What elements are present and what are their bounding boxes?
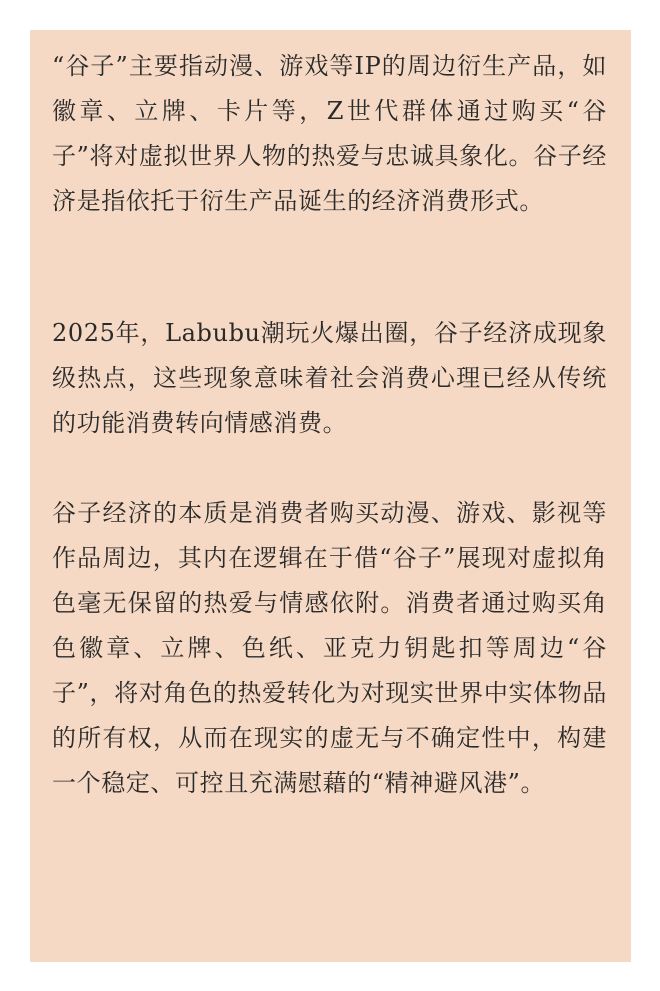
paragraph-guzi-definition: “谷子”主要指动漫、游戏等IP的周边衍生产品，如徽章、立牌、卡片等，Z世代群体通过购买“谷子”将对虚拟世界人物的热爱与忠诚具象化。谷子经济是指依托于衍生产品诞生的经济消费形式。 (52, 52, 607, 215)
paragraph-guzi-essence: 谷子经济的本质是消费者购买动漫、游戏、影视等作品周边，其内在逻辑在于借“谷子”展现对虚拟角色毫无保留的热爱与情感依附。消费者通过购买角色徽章、立牌、色纸、亚克力钥匙扣等周边“谷子”，将对角色的热爱转化为对现实世界中实体物品的所有权，从而在现实的虚无与不确定性中，构建一个稳定、可控且充满慰藉的“精神避风港”。 (52, 499, 607, 797)
paragraph-labubu-trend: 2025年，Labubu潮玩火爆出圈，谷子经济成现象级热点，这些现象意味着社会消费心理已经从传统的功能消费转向情感消费。 (52, 319, 607, 437)
